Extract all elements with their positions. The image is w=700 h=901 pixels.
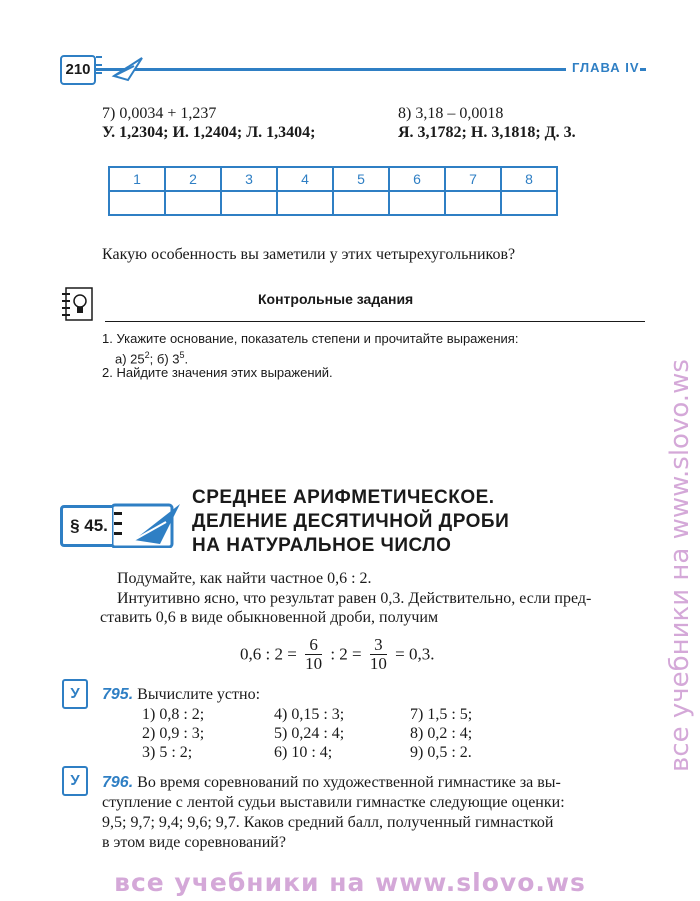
answer-table-header: 2 [165,167,221,191]
answer-table-header: 7 [445,167,501,191]
exercise-796-number: 796. [102,774,134,791]
answer-table-blank-row [109,191,557,215]
control-item-1: 1. Укажите основание, показатель степени и прочитайте выражения: [102,331,519,346]
control-item-2: 2. Найдите значения этих выражений. [102,365,333,380]
answer-cell [221,191,277,215]
section-pen-icon [112,496,184,548]
control-sub-b-exponent: 5 [179,350,185,360]
exercise-795-item: 4) 0,15 : 3; [274,706,345,723]
exercise-796-text: Во время соревнований по художественной гимнастике за вы- [137,774,561,791]
formula-rhs: = 0,3. [395,644,435,664]
exercise-795-prompt: Вычислите устно: [137,686,261,703]
svg-text:все учебники на www.slovo.ws: все учебники на www.slovo.ws [665,359,695,772]
formula-mid: : 2 = [330,644,362,664]
exercise-795-item: 5) 0,24 : 4; [274,725,345,742]
answer-table-header: 3 [221,167,277,191]
formula [240,636,434,673]
question-text: Какую особенность вы заметили у этих четырехугольников? [102,246,516,263]
exercise-796-line-3: 9,5; 9,7; 9,4; 9,6; 9,7. Каков средний балл, полученный гимнасткой [102,814,554,831]
section-title-line-3: НА НАТУРАЛЬНОЕ ЧИСЛО [192,535,452,556]
chapter-label: ГЛАВА IV [566,60,640,75]
answer-table-header: 1 [109,167,165,191]
control-title: Контрольные задания [258,291,414,307]
paragraph-1: Подумайте, как найти частное 0,6 : 2. [117,570,372,587]
lightbulb-notebook-icon [62,286,94,322]
task8-options: Я. 3,1782; Н. 3,1818; Д. 3. [398,124,576,141]
answer-cell [109,191,165,215]
paragraph-2-line-1: Интуитивно ясно, что результат равен 0,3. Действительно, если пред- [117,590,592,607]
page-number: 210 [60,55,96,85]
task8-expression: 8) 3,18 – 0,0018 [398,105,504,122]
header-rule [60,68,646,71]
answer-cell [277,191,333,215]
exercise-795-item: 6) 10 : 4; [274,744,333,761]
vertical-watermark [658,140,698,780]
fraction-numerator: 3 [370,636,387,655]
fraction-denominator: 10 [305,654,323,673]
answer-table-header: 6 [389,167,445,191]
answer-cell [501,191,557,215]
control-rule [105,321,645,322]
pen-nib-icon [96,54,146,84]
exercise-795-item: 3) 5 : 2; [142,744,193,761]
exercise-796-line-1 [102,773,561,793]
fraction-3-10 [370,636,387,673]
formula-lhs: 0,6 : 2 = [240,644,297,664]
exercise-795-number: 795. [102,686,134,703]
exercise-796-line-2: ступление с лентой судьи выставили гимнастке следующие оценки: [102,794,565,811]
fraction-denominator: 10 [369,654,387,673]
section-title-line-1: СРЕДНЕЕ АРИФМЕТИЧЕСКОЕ. [192,487,495,508]
answer-table-header: 5 [333,167,389,191]
answer-table [108,166,558,216]
exercise-795-item: 2) 0,9 : 3; [142,725,205,742]
fraction-numerator: 6 [305,636,322,655]
exercise-796-line-4: в этом виде соревнований? [102,834,286,851]
control-sub-a: а) 25 [115,351,145,367]
answer-table-header: 4 [277,167,333,191]
control-sub-a-exponent: 2 [144,350,150,360]
answer-cell [389,191,445,215]
answer-cell [333,191,389,215]
section-number: § 45. [60,505,118,547]
task7-options: У. 1,2304; И. 1,2404; Л. 1,3404; [102,124,316,141]
exercise-795-item: 9) 0,5 : 2. [410,744,472,761]
exercise-795-heading [102,685,260,705]
exercise-795-item: 1) 0,8 : 2; [142,706,205,723]
answer-cell [165,191,221,215]
exercise-795-item: 8) 0,2 : 4; [410,725,473,742]
fraction-6-10 [305,636,322,673]
exercise-795-item: 7) 1,5 : 5; [410,706,473,723]
answer-cell [445,191,501,215]
task7-expression: 7) 0,0034 + 1,237 [102,105,217,122]
bottom-watermark: все учебники на www.slovo.ws [114,868,586,897]
control-sub-b: ; б) 3 [149,351,180,367]
section-title [192,486,509,558]
paragraph-2-line-2: ставить 0,6 в виде обыкновенной дроби, получим [100,609,439,626]
oral-exercise-icon: У [62,766,88,796]
control-sub-end: . [184,351,189,367]
oral-exercise-icon: У [62,679,88,709]
section-title-line-2: ДЕЛЕНИЕ ДЕСЯТИЧНОЙ ДРОБИ [192,511,510,532]
answer-table-header-row [109,167,557,191]
answer-table-header: 8 [501,167,557,191]
